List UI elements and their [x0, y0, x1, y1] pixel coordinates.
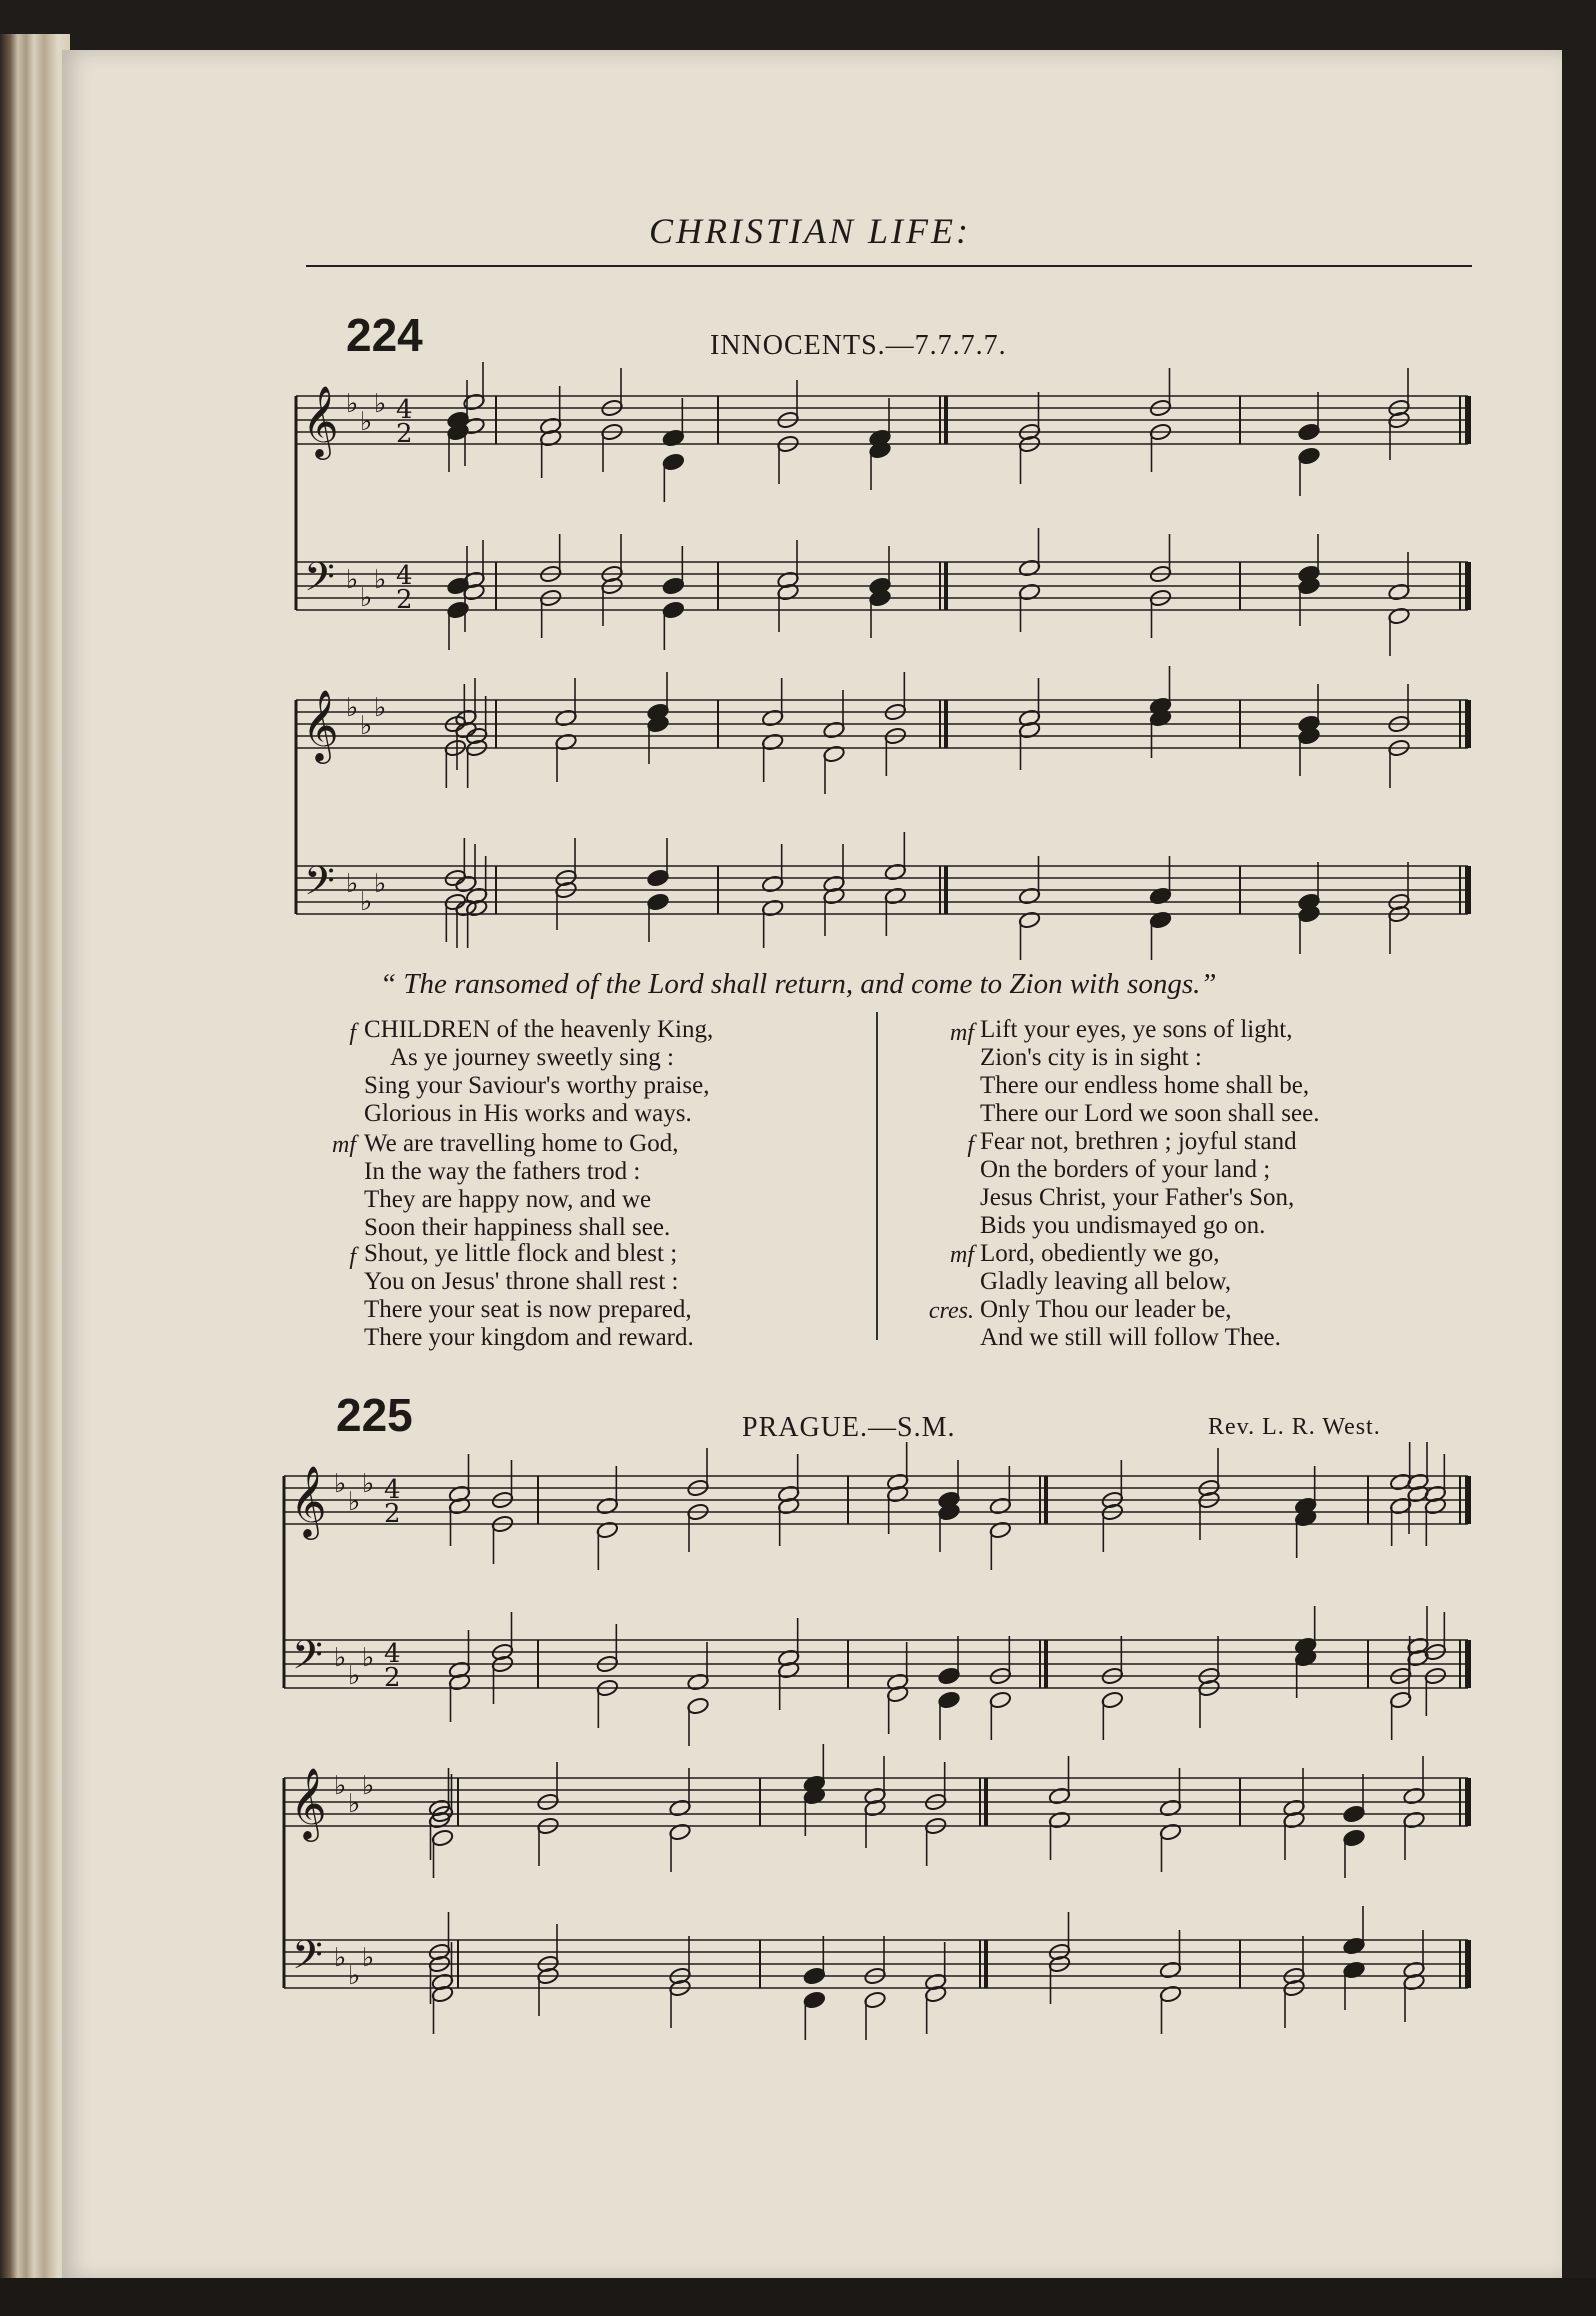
flat-icon: ♭	[334, 1943, 347, 1973]
treble-clef-icon: 𝄞	[302, 688, 339, 761]
note-head	[1297, 422, 1320, 441]
stanza-line: Zion's city is in sight :	[980, 1044, 1202, 1071]
flat-icon: ♭	[374, 565, 387, 595]
note-head	[686, 1696, 709, 1715]
stanza-5-dynamic: f	[967, 1132, 974, 1158]
note-head	[646, 892, 669, 911]
treble-clef-icon: 𝄞	[302, 384, 339, 457]
hymn-225-composer: Rev. L. R. West.	[1208, 1414, 1381, 1440]
flat-icon: ♭	[348, 1961, 361, 1991]
time-signature: 2	[396, 585, 413, 615]
flat-icon: ♭	[360, 407, 373, 437]
time-signature: 4	[396, 395, 413, 425]
flat-icon: ♭	[346, 389, 359, 419]
note-head	[662, 600, 685, 619]
flat-icon: ♭	[348, 1789, 361, 1819]
flat-icon: ♭	[362, 1469, 375, 1499]
stanza-2-dynamic: mf	[332, 1132, 356, 1158]
stanza-line: Lift your eyes, ye sons of light,	[980, 1016, 1293, 1043]
note-head	[1342, 1828, 1365, 1847]
stanza-line: Gladly leaving all below,	[980, 1268, 1232, 1295]
stanza-6-dynamic: mf	[950, 1242, 974, 1268]
note-head	[989, 1690, 1012, 1709]
stanza-line: You on Jesus' throne shall rest :	[364, 1268, 679, 1295]
flat-icon: ♭	[346, 693, 359, 723]
stanza-line: Glorious in His works and ways.	[364, 1100, 692, 1127]
stanza-line: CHILDREN of the heavenly King,	[364, 1016, 714, 1043]
note-head	[1342, 1804, 1365, 1823]
flat-icon: ♭	[374, 869, 387, 899]
time-signature: 2	[396, 419, 413, 449]
flat-icon: ♭	[348, 1487, 361, 1517]
flat-icon: ♭	[374, 693, 387, 723]
time-signature: 4	[396, 561, 413, 591]
note-head	[646, 868, 669, 887]
note-head	[803, 1966, 826, 1985]
bass-clef-icon: 𝄢	[304, 554, 335, 610]
stanza-line: There your seat is now prepared,	[364, 1296, 692, 1323]
scripture-quote: “ The ransomed of the Lord shall return, and come to Zion with songs.”	[380, 968, 1217, 1000]
stanza-line: Soon their happiness shall see.	[364, 1214, 671, 1241]
stanza-line: We are travelling home to God,	[364, 1130, 679, 1157]
stanza-line: Lord, obediently we go,	[980, 1240, 1220, 1267]
flat-icon: ♭	[362, 1943, 375, 1973]
stanza-line: Bids you undismayed go on.	[980, 1212, 1266, 1239]
stanza-7-dynamic: cres.	[928, 1298, 974, 1324]
note-head	[937, 1690, 960, 1709]
bass-clef-icon: 𝄢	[292, 1932, 323, 1988]
note-head	[446, 600, 469, 619]
flat-icon: ♭	[362, 1643, 375, 1673]
treble-clef-icon: 𝄞	[290, 1464, 327, 1537]
hymn-224-tune: INNOCENTS.—7.7.7.7.	[710, 330, 1007, 361]
hymn-225-tune: PRAGUE.—S.M.	[742, 1412, 956, 1443]
stanza-line: They are happy now, and we	[364, 1186, 652, 1213]
flat-icon: ♭	[348, 1661, 361, 1691]
time-signature: 2	[384, 1499, 401, 1529]
stanza-line: As ye journey sweetly sing :	[390, 1044, 674, 1071]
flat-icon: ♭	[334, 1643, 347, 1673]
stanza-line: And we still will follow Thee.	[980, 1324, 1281, 1351]
flat-icon: ♭	[374, 389, 387, 419]
stanza-line: In the way the fathers trod :	[364, 1158, 641, 1185]
flat-icon: ♭	[360, 583, 373, 613]
flat-icon: ♭	[360, 887, 373, 917]
note-head	[1297, 446, 1320, 465]
note-head	[662, 452, 685, 471]
stanza-1-dynamic: f	[349, 1020, 356, 1046]
flat-icon: ♭	[360, 711, 373, 741]
note-head	[937, 1666, 960, 1685]
stanza-3-dynamic: f	[349, 1244, 356, 1270]
note-head	[1101, 1690, 1124, 1709]
treble-clef-icon: 𝄞	[290, 1766, 327, 1839]
hymn-224-number: 224	[346, 309, 423, 361]
stanza-line: Only Thou our leader be,	[980, 1296, 1232, 1323]
stanza-line: Fear not, brethren ; joyful stand	[980, 1128, 1297, 1155]
note-head	[803, 1990, 826, 2009]
hymn-225-number: 225	[336, 1389, 413, 1441]
note-head	[662, 576, 685, 595]
time-signature: 4	[384, 1639, 401, 1669]
stanza-line: On the borders of your land ;	[980, 1156, 1271, 1183]
flat-icon: ♭	[346, 869, 359, 899]
stanza-line: There your kingdom and reward.	[364, 1324, 694, 1351]
bass-clef-icon: 𝄢	[304, 858, 335, 914]
flat-icon: ♭	[334, 1469, 347, 1499]
stanza-line: There our endless home shall be,	[980, 1072, 1310, 1099]
stanza-4-dynamic: mf	[950, 1020, 974, 1046]
flat-icon: ♭	[334, 1771, 347, 1801]
flat-icon: ♭	[362, 1771, 375, 1801]
flat-icon: ♭	[346, 565, 359, 595]
time-signature: 4	[384, 1475, 401, 1505]
stanza-line: Shout, ye little flock and blest ;	[364, 1240, 678, 1267]
time-signature: 2	[384, 1663, 401, 1693]
stanza-line: Sing your Saviour's worthy praise,	[364, 1072, 710, 1099]
page-header: CHRISTIAN LIFE:	[649, 211, 971, 251]
stanza-line: Jesus Christ, your Father's Son,	[980, 1184, 1295, 1211]
note-head	[863, 1990, 886, 2009]
note-head	[431, 1828, 454, 1847]
bass-clef-icon: 𝄢	[292, 1632, 323, 1688]
stanza-line: There our Lord we soon shall see.	[980, 1100, 1320, 1127]
